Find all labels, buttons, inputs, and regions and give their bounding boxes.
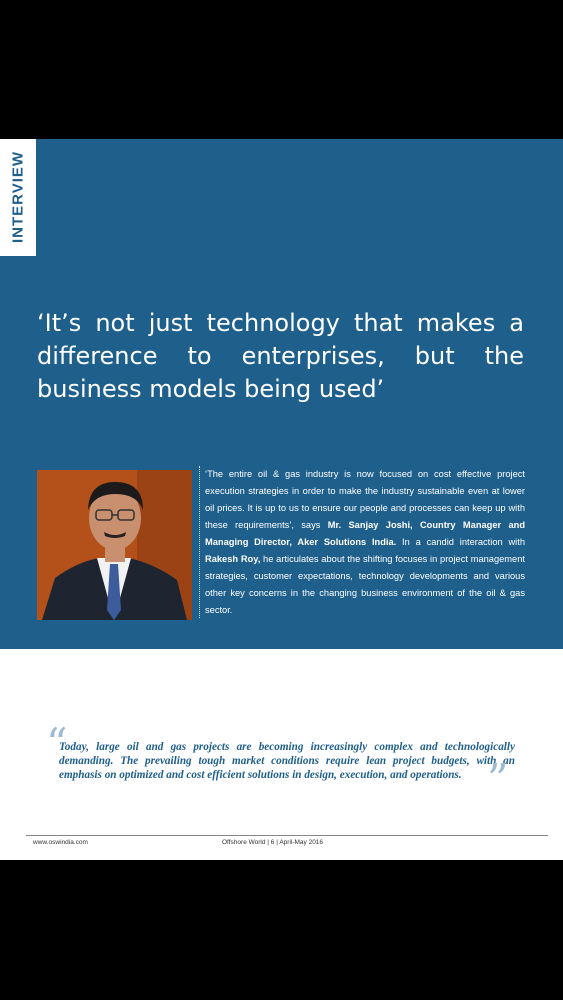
intro-paragraph [205, 466, 525, 619]
section-tab [0, 139, 36, 256]
interviewee-name: Mr. Sanjay Joshi, Country Manager and Managing Director, Aker Solutions India. [205, 520, 525, 547]
intro-text-3: he articulates about the shifting focuses in project management strategies, customer expectations, technology developments and various other key concerns in the changing business environment of the oil & gas sector. [205, 554, 525, 615]
interviewer-name: Rakesh Roy, [205, 554, 261, 564]
intro-divider [199, 466, 200, 618]
article-headline: ‘It’s not just technology that makes a difference to enterprises, but the business models being used’ [37, 309, 524, 403]
open-quote-icon: “ [46, 719, 68, 768]
magazine-page [0, 139, 563, 860]
section-tab-label: INTERVIEW [9, 150, 27, 244]
intro-text-2: In a candid interaction with [396, 537, 525, 547]
header-band [0, 139, 563, 649]
close-quote-icon: ” [487, 755, 509, 804]
footer-issue: Offshore World | 6 | April-May 2016 [222, 839, 324, 846]
footer-website: www.oswindia.com [33, 839, 88, 846]
portrait-illustration [37, 470, 192, 620]
interviewee-photo [37, 470, 192, 620]
intro-text-1: ‘The entire oil & gas industry is now focused on cost effective project execution strategies in order to make the industry sustainable even at lower oil prices. It is up to us to ensure our people and processes can keep up with these requirements’, says [205, 469, 525, 530]
footer-rule [26, 835, 548, 836]
pull-quote: Today, large oil and gas projects are becoming increasingly complex and technologically demanding. The prevailing tough market conditions require lean project budgets, with an emphasis on optimized and cost efficient solutions in design, execution, and operations. [59, 741, 515, 781]
